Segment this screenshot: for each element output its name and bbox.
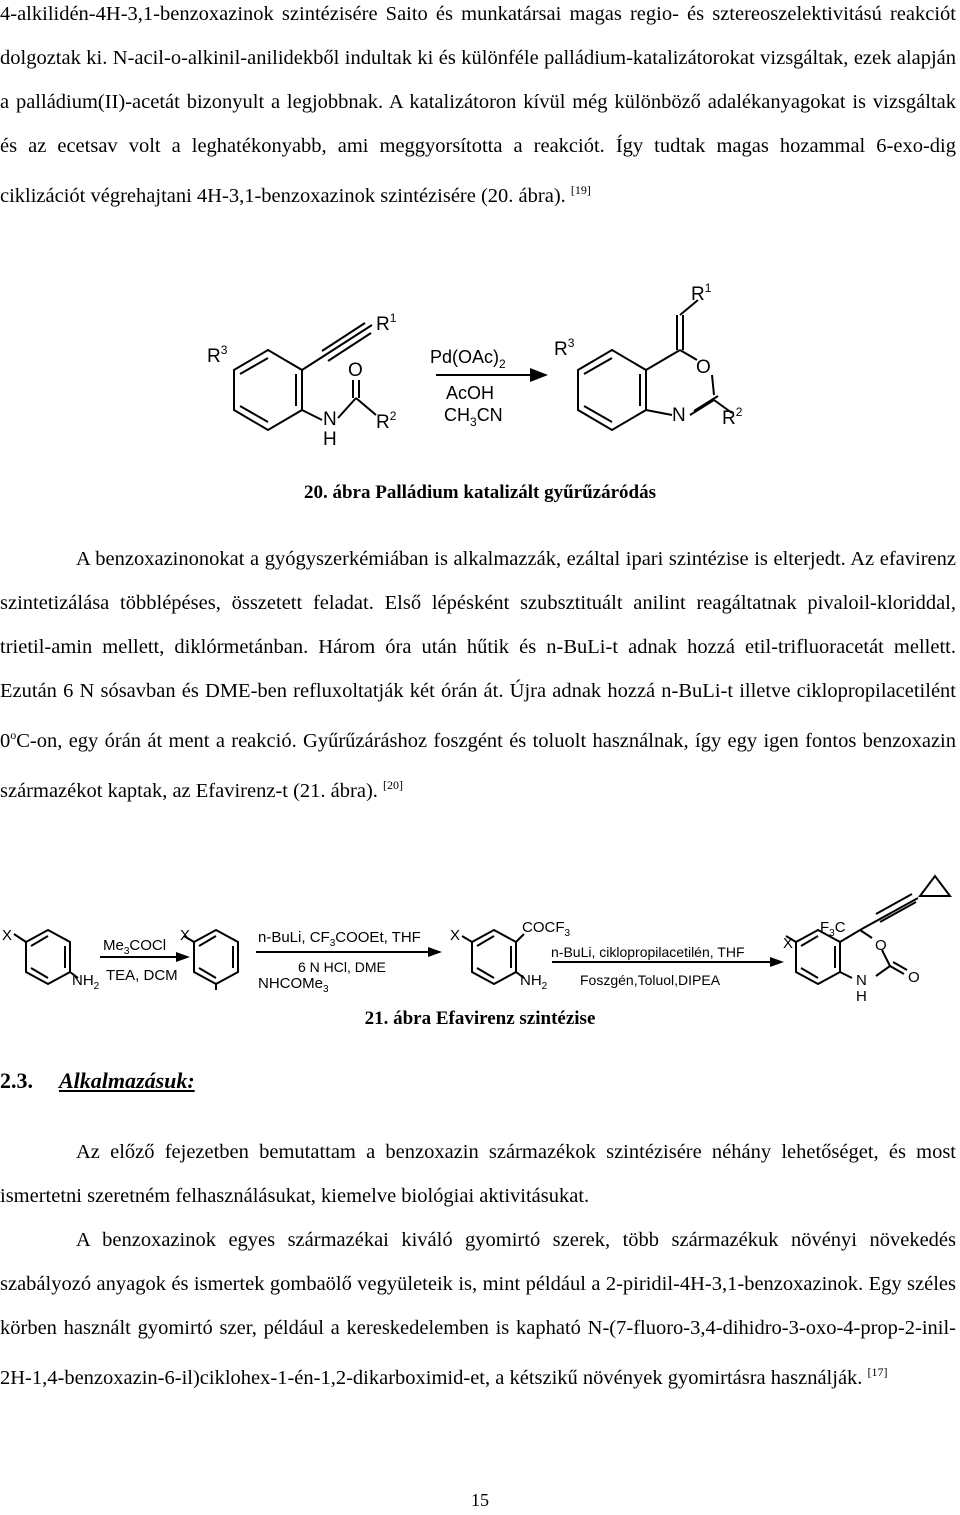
figure-20-scheme bbox=[0, 275, 960, 475]
paragraph-herbicides-text: A benzoxazinok egyes származékai kiváló gyomirtó szerek, több származékuk növényi növekedés szabályozó anyagok és ismertek gombaölő vegyületeik is, mint például a 2-piridil-4H-3,1-benzoxazinok. Egy széles körben használt gyomirtó szer, például a kereskedelemben is kapható N-(7-fluoro-3,4-dihidro-3-oxo-4-prop-2-inil-2H-1,4-benzoxazin-6-il)ciklohex-1-én-1,2-dikarboximid-et, a kétszikű növények gyomirtásra használják. bbox=[0, 1229, 956, 1389]
ring-aniline bbox=[26, 930, 70, 984]
x-label-1: X bbox=[2, 927, 13, 944]
x-label-3: X bbox=[450, 927, 461, 944]
x-label-product: X bbox=[783, 935, 794, 952]
figure-21-scheme bbox=[0, 870, 960, 1010]
r3-product-label: $R^3$ bbox=[554, 336, 575, 360]
section-number: 2.3. bbox=[0, 1068, 33, 1093]
degree-superscript: o bbox=[10, 728, 17, 742]
nh2-label-1: $NH_2$ bbox=[72, 972, 100, 992]
oxygen-ring-label: O bbox=[875, 937, 887, 954]
r2-product-label: $R^2$ bbox=[722, 405, 743, 429]
benzene-ring-right bbox=[578, 350, 646, 430]
cocf3-label: $COCF_3$ bbox=[522, 919, 571, 939]
reference-17: [17] bbox=[867, 1365, 888, 1379]
nitrogen-product-label: N bbox=[672, 405, 686, 426]
carbonyl-oxygen-label: O bbox=[908, 969, 920, 986]
reagent-hcl-dme: 6 N HCl, DME bbox=[298, 959, 386, 975]
reference-19: [19] bbox=[570, 183, 591, 197]
x-label-2: X bbox=[180, 927, 191, 944]
oxygen-label: O bbox=[348, 360, 363, 381]
reagent-acoh: AcOH bbox=[446, 383, 495, 403]
paragraph-applications-intro: Az előző fejezetben bemutattam a benzoxazin származékok szintézisére néhány lehetőséget, és most ismertetni szeretném felhasználásukat, kiemelve biológiai aktivitásukat. bbox=[0, 1141, 956, 1207]
paragraph-intro-text: 4-alkilidén-4H-3,1-benzoxazinok szintézisére Saito és munkatársai magas regio- és sztereoszelektivitású reakciót dolgoztak ki. N-acil-o-alkinil-anilidekből indultak ki és különféle palládium-katalizátorokat vizsgáltak, ezek alapján a palládium(II)-acetát bizonyult a legjobbnak. A katalizátoron kívül még különböző adalékanyagokat is vizsgáltak és az ecetsav volt a leghatékonyabb, ami meggyorsította a reakciót. Így tudtak magas hozammal 6-exo-dig ciklizációt végrehajtani 4H-3,1-benzoxazinok szintézisére (20. ábra). bbox=[0, 3, 956, 207]
reagent-nbuli-cf3cooet: n-BuLi, $CF_3COOEt$, THF bbox=[258, 929, 421, 949]
nitrogen-efavirenz-label: N bbox=[856, 972, 867, 989]
r2-label: $R^2$ bbox=[376, 409, 397, 433]
reagent-pd-oac: $Pd(OAc)_2$ bbox=[430, 347, 506, 371]
page-number: 15 bbox=[471, 1490, 489, 1510]
figure-21-caption: 21. ábra Efavirenz szintézise bbox=[364, 1008, 596, 1029]
hydrogen-label: H bbox=[323, 429, 337, 450]
reagent-nbuli-cyclopropylacetylene: n-BuLi, ciklopropilacetilén, THF bbox=[551, 944, 745, 960]
paragraph-efavirenz bbox=[0, 537, 956, 813]
paragraph-intro bbox=[0, 0, 956, 218]
section-heading bbox=[0, 1068, 195, 1094]
figure-20-caption: 20. ábra Palládium katalizált gyűrűzáródás bbox=[303, 482, 657, 503]
r1-label: $R^1$ bbox=[376, 311, 397, 335]
paragraph-efavirenz-text-a: A benzoxazinonokat a gyógyszerkémiában is alkalmazzák, ezáltal ipari szintézise is elterjedt. Az efavirenz szintetizálása többlépéses, összetett feladat. Első lépésként szubsztituált anilint reagáltatnak pivaloil-kloriddal, trietil-amin mellett, diklórmetánban. Három óra után hűtik és n-BuLi-t adnak hozzá etil-trifluoracetát mellett. Ezután 6 N sósavban és DME-ben refluxoltatják két órán át. Újra adnak hozzá n-BuLi-t illetve ciklopropilacetilént 0 bbox=[0, 548, 956, 752]
nitrogen-label: N bbox=[323, 409, 337, 430]
f3c-label: $F_3C$ bbox=[820, 919, 846, 939]
hydrogen-efavirenz-label: H bbox=[856, 988, 867, 1005]
nh2-label-3: $NH_2$ bbox=[520, 972, 548, 992]
ring-ketone bbox=[472, 930, 516, 984]
r3-label: $R^3$ bbox=[207, 343, 228, 367]
paragraph-herbicides bbox=[0, 1218, 956, 1400]
cyclopropyl-ring bbox=[920, 876, 950, 896]
oxygen-product-label: O bbox=[696, 357, 711, 378]
alkyne-bond-efavirenz bbox=[860, 898, 918, 930]
paragraph-efavirenz-text-b: C-on, egy órán át ment a reakció. Gyűrűzáráshoz foszgént és toluolt használnak, így egy igen fontos benzoxazin származékot kaptak, az Efavirenz-t (21. ábra). bbox=[0, 729, 956, 802]
reagent-tea-dcm: TEA, DCM bbox=[106, 967, 178, 984]
benzene-ring-left bbox=[234, 350, 302, 430]
reagent-phosgene-toluene: Foszgén,Toluol,DIPEA bbox=[580, 972, 721, 988]
r1-product-label: $R^1$ bbox=[691, 281, 712, 305]
reagent-me3cocl: $Me_3COCl$ bbox=[103, 937, 167, 957]
nhcome3-label: NHCOMe$_3$ bbox=[258, 975, 329, 995]
ring-amide bbox=[194, 930, 238, 984]
reference-20: [20] bbox=[383, 777, 404, 792]
reagent-ch3cn: $CH_3CN$ bbox=[444, 405, 503, 429]
section-title: Alkalmazásuk: bbox=[59, 1068, 195, 1093]
